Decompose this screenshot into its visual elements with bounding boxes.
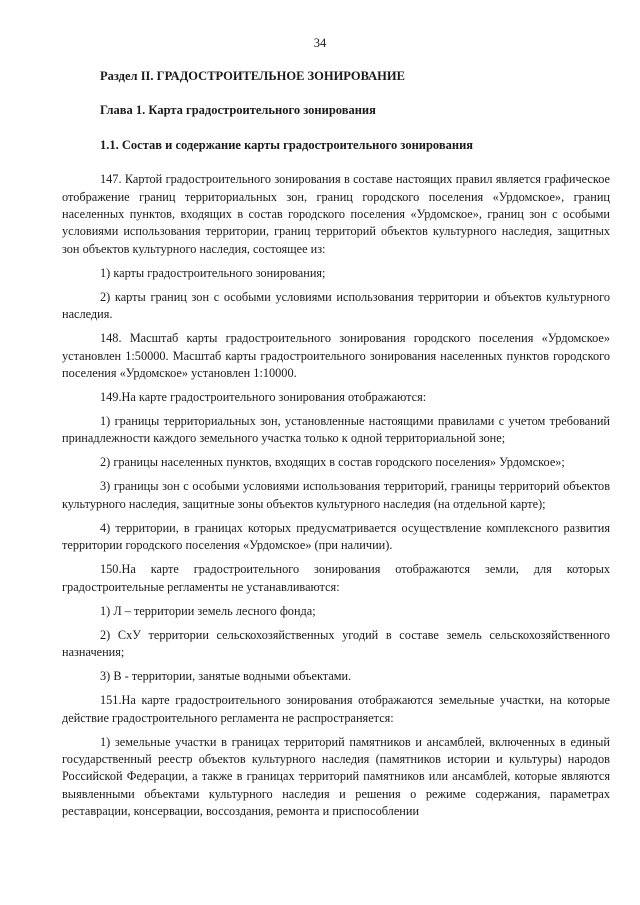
paragraph-151: 151.На карте градостроительного зонирования отображаются земельные участки, на которые действие градостроительного регламента не распространяется: <box>62 693 610 725</box>
list-item: 4) территории, в границах которых предусматривается осуществление комплексного развития территории городского поселения «Урдомское» (при наличии). <box>62 520 610 553</box>
section-title: Раздел II. ГРАДОСТРОИТЕЛЬНОЕ ЗОНИРОВАНИЕ <box>100 69 405 83</box>
document-body <box>62 68 610 827</box>
paragraph-147: 147. Картой градостроительного зонирования в составе настоящих правил является графическое отображение границ территориальных зон, границ городского поселения «Урдомское», границ населенных пунктов, входящих в состав городского поселения «Урдомское», границ зон с особыми условиями использования территории, границ территорий объектов культурного наследия, защитных зон объектов культурного наследия, состоящее из: <box>62 172 610 256</box>
list-item: 3) границы зон с особыми условиями использования территорий, границы территорий объектов культурного наследия, защитные зоны объектов культурного наследия (на отдельной карте); <box>62 479 610 511</box>
list-item: 1) Л – территории земель лесного фонда; <box>100 603 316 618</box>
subsection-title: 1.1. Состав и содержание карты градостроительного зонирования <box>100 137 474 152</box>
list-item: 2) СхУ территории сельскохозяйственных угодий в составе земель сельскохозяйственного назначения; <box>62 627 610 660</box>
chapter-title: Глава 1. Карта градостроительного зонирования <box>100 103 376 118</box>
list-item: 1) карты градостроительного зонирования; <box>100 265 326 280</box>
list-item: 1) границы территориальных зон, установленные настоящими правилами с учетом требований принадлежности каждого земельного участка только к одной территориальной зоне; <box>62 414 610 446</box>
list-item: 2) карты границ зон с особыми условиями использования территории и объектов культурного наследия. <box>62 289 610 322</box>
paragraph-150: 150.На карте градостроительного зонирования отображаются земли, для которых градостроительные регламенты не устанавливаются: <box>62 562 610 594</box>
paragraph-149: 149.На карте градостроительного зонирования отображаются: <box>100 390 427 405</box>
list-item: 1) земельные участки в границах территорий памятников и ансамблей, включенных в единый государственный реестр объектов культурного наследия (памятников истории и культуры) народов Российской Федерации, а также в границах территорий памятников или ансамблей, которые являются выявленными объектами культурного наследия и решения о режиме содержания, параметрах реставрации, консервации, воссоздания, ремонта и приспособлении <box>62 734 610 819</box>
list-item: 2) границы населенных пунктов, входящих в состав городского поселения» Урдомское»; <box>100 455 565 470</box>
paragraph-148: 148. Масштаб карты градостроительного зонирования городского поселения «Урдомское» установлен 1:50000. Масштаб карты градостроительного зонирования населенных пунктов городского поселения «Урдомское» установлен 1:10000. <box>62 331 610 381</box>
page-number: 34 <box>313 36 327 50</box>
list-item: 3) В - территории, занятые водными объектами. <box>100 669 352 684</box>
